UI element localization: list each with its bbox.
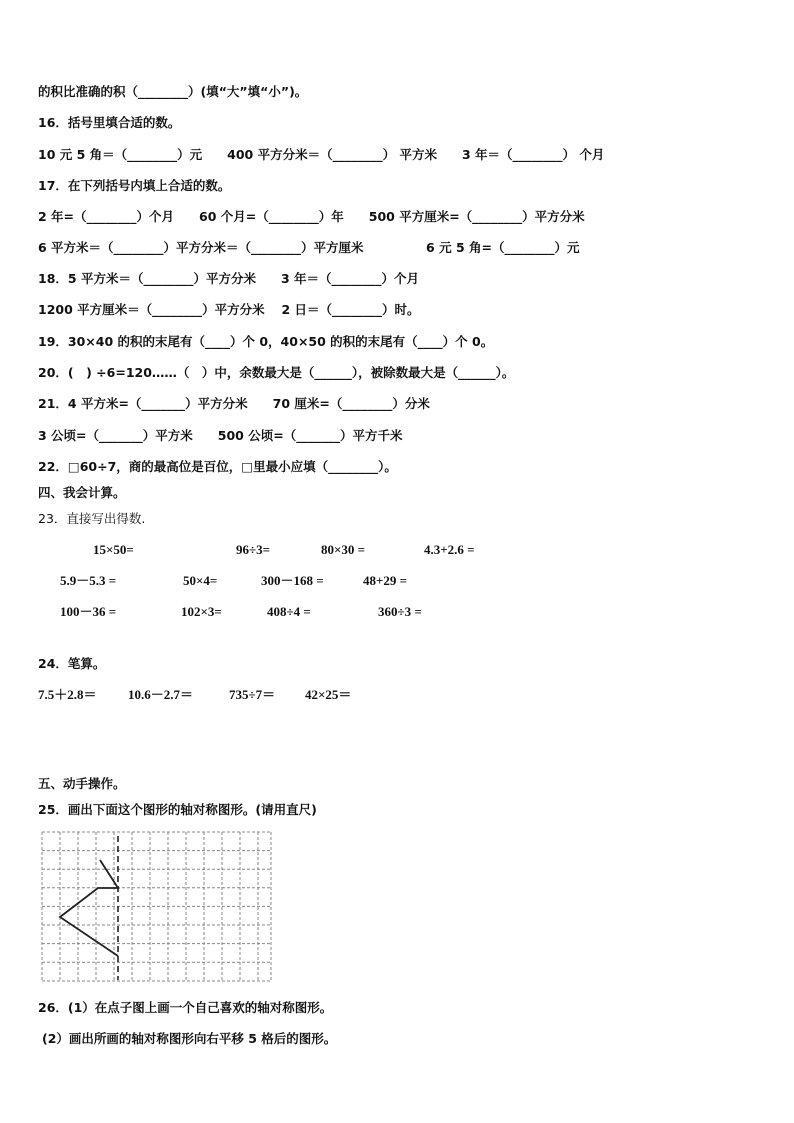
calc-item: 48+29 = bbox=[363, 573, 408, 588]
calc-item: 102×3= bbox=[181, 604, 222, 619]
q18-line-2: 1200 平方厘米＝（________）平方分米 2 日＝（________）时。 bbox=[38, 302, 420, 317]
q26-part1: 26．(1）在点子图上画一个自己喜欢的轴对称图形。 bbox=[38, 1000, 333, 1015]
section-4-heading: 四、我会计算。 bbox=[38, 485, 126, 500]
calc-item: 96÷3= bbox=[236, 542, 271, 557]
q15-tail-line: 的积比准确的积（________）(填“大”填“小”)。 bbox=[38, 84, 308, 99]
calc-item: 408÷4 = bbox=[267, 604, 311, 619]
symmetry-grid-figure bbox=[40, 830, 274, 984]
calc-item: 15×50= bbox=[93, 542, 134, 557]
q25-heading: 25．画出下面这个图形的轴对称图形。(请用直尺) bbox=[38, 802, 317, 817]
calc-item: 360÷3 = bbox=[378, 604, 422, 619]
q18-line-1: 18．5 平方米＝（________）平方分米 3 年＝（________）个月 bbox=[38, 271, 419, 286]
q17-line-2: 6 平方米＝（________）平方分米＝（________）平方厘米 6 元 5 角=（________）元 bbox=[38, 240, 580, 255]
calc-item: 4.3+2.6 = bbox=[424, 542, 475, 557]
calc-item: 10.6－2.7＝ bbox=[128, 687, 194, 702]
q21-line-1: 21．4 平方米=（_______）平方分米 70 厘米=（________）分米 bbox=[38, 396, 430, 411]
q21-line-2: 3 公顷=（_______）平方米 500 公顷=（_______）平方千米 bbox=[38, 428, 403, 443]
calc-item: 735÷7＝ bbox=[229, 687, 276, 702]
calc-item: 80×30 = bbox=[321, 542, 366, 557]
figure-half bbox=[60, 860, 118, 956]
q16-heading: 16．括号里填合适的数。 bbox=[38, 115, 181, 130]
calc-item: 5.9－5.3 = bbox=[60, 573, 117, 588]
q17-heading: 17．在下列括号内填上合适的数。 bbox=[38, 178, 231, 193]
calc-item: 50×4= bbox=[183, 573, 218, 588]
section-5-heading: 五、动手操作。 bbox=[38, 776, 126, 791]
q23-heading: 23．直接写出得数. bbox=[38, 511, 146, 526]
q22-line: 22．□60÷7，商的最高位是百位，□里最小应填（________）。 bbox=[38, 459, 397, 474]
calc-item: 100－36 = bbox=[60, 604, 117, 619]
calc-item: 300－168 = bbox=[261, 573, 324, 588]
q19-line: 19．30×40 的积的末尾有（____）个 0，40×50 的积的末尾有（____）个 0。 bbox=[38, 334, 494, 349]
calc-item: 42×25＝ bbox=[305, 687, 352, 702]
q26-part2: (2）画出所画的轴对称图形向右平移 5 格后的图形。 bbox=[42, 1031, 337, 1046]
calc-item: 7.5＋2.8＝ bbox=[38, 687, 97, 702]
q20-line: 20．( ) ÷6=120……（ ）中，余数最大是（______），被除数最大是（______）。 bbox=[38, 365, 515, 380]
q17-line-1: 2 年=（________）个月 60 个月=（________）年 500 平方厘米=（________）平方分米 bbox=[38, 209, 585, 224]
q24-heading: 24．笔算。 bbox=[38, 656, 106, 671]
grid-lines bbox=[42, 832, 271, 981]
q16-blanks-line: 10 元 5 角＝（________）元 400 平方分米＝（________） 平方米 3 年＝（________） 个月 bbox=[38, 147, 605, 162]
